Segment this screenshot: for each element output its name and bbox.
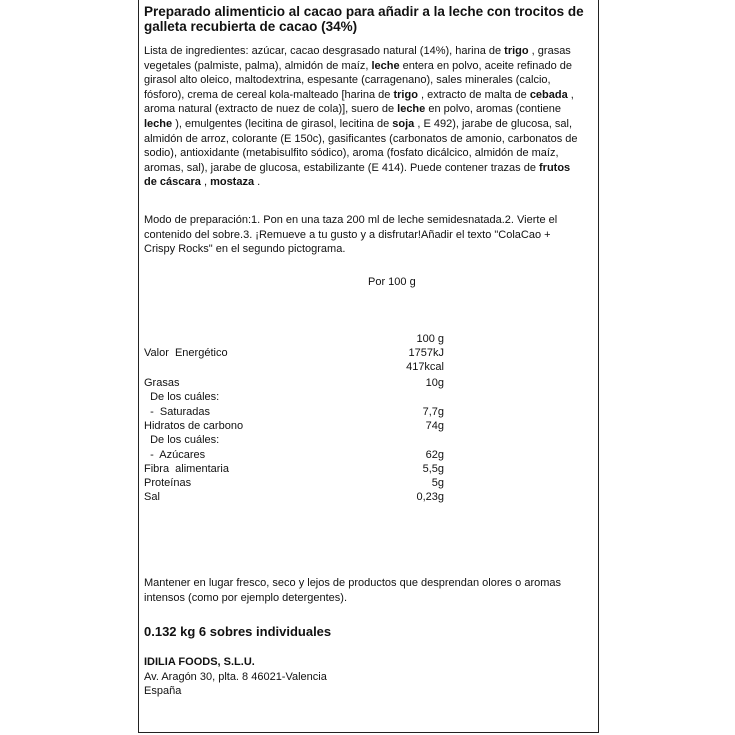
nutrition-row <box>144 390 444 404</box>
nutrition-row <box>144 360 444 374</box>
nutrient-label: - Saturadas <box>144 406 211 418</box>
allergen-text: leche <box>397 103 426 116</box>
allergen-text: frutos de cáscara <box>144 161 571 189</box>
preparation-instructions: Modo de preparación:1. Pon en una taza 200 ml de leche semidesnatada.2. Vierte el contenido del sobre.3. ¡Remueve a tu gusto y a disfrutar!Añadir el texto "ColaCao + Crispy Rocks" en el segundo pictograma. <box>144 214 558 256</box>
nutrient-label: Proteínas <box>144 477 192 489</box>
allergen-text: cebada <box>529 88 568 101</box>
nutrition-row <box>144 476 444 490</box>
nutrition-row <box>144 376 444 390</box>
nutrient-value: 0,23g <box>416 491 444 503</box>
nutrient-value: 62g <box>425 449 444 461</box>
ingredient-text: , aroma natural (extracto de nuez de cola)], suero de <box>144 88 574 116</box>
ingredient-text: entera en polvo, aceite refinado de girasol alto oleico, maltodextrina, espesante (carragenano), sales minerales (calcio, fósforo), crema de cereal kola-malteado [harina de <box>144 59 573 101</box>
nutrition-row <box>144 419 444 433</box>
nutrition-row <box>144 405 444 419</box>
ingredient-text: en polvo, aromas (contiene <box>425 103 562 116</box>
allergen-text: leche <box>371 59 400 72</box>
net-quantity: 0.132 kg 6 sobres individuales <box>144 624 332 639</box>
nutrition-row <box>144 490 444 504</box>
ingredient-text: . <box>254 176 261 189</box>
per-100g-header: Por 100 g <box>368 276 416 288</box>
allergen-text: trigo <box>504 45 529 57</box>
nutrient-label: De los cuáles: <box>144 391 220 403</box>
nutrient-label: Sal <box>144 491 160 503</box>
nutrient-label: De los cuáles: <box>144 434 220 446</box>
company-country: España <box>144 685 182 698</box>
ingredients-list <box>144 44 584 190</box>
company-info <box>144 655 584 699</box>
nutrient-label: Grasas <box>144 377 180 389</box>
nutrition-row <box>144 346 444 360</box>
ingredient-text: , E 492), jarabe de glucosa, sal, almidón de arroz, colorante (E 150c), gasificantes (carbonatos de amonio, carbonatos de sodio), antioxidante (metabisulfito sódico), aroma (fosfato dicálcico, almidón de maíz, aromas, sal), jarabe de glucosa, estabilizante (E 414). Puede contener trazas de <box>144 117 578 174</box>
nutrient-value: 1757kJ <box>408 347 444 359</box>
company-address: Av. Aragón 30, plta. 8 46021-Valencia <box>144 670 327 683</box>
nutrient-label: Valor Energético <box>144 347 228 359</box>
nutrient-label: - Azúcares <box>144 449 206 461</box>
nutrition-row <box>144 332 444 346</box>
allergen-text: soja <box>392 117 415 130</box>
nutrient-label: Fibra alimentaria <box>144 463 229 475</box>
nutrient-label: Hidratos de carbono <box>144 420 244 432</box>
allergen-text: leche <box>144 117 173 130</box>
nutrient-value: 417kcal <box>406 361 444 373</box>
nutrient-value: 100 g <box>416 333 444 345</box>
nutrition-row <box>144 433 444 447</box>
allergen-text: trigo <box>393 88 418 101</box>
nutrient-value: 7,7g <box>422 406 444 418</box>
ingredient-text: , grasas vegetales (palmiste, palma), almidón de maíz, <box>144 45 571 72</box>
ingredient-text: ), emulgentes (lecitina de girasol, lecitina de <box>172 117 393 130</box>
storage-instructions: Mantener en lugar fresco, seco y lejos de productos que desprendan olores o aromas intensos (como por ejemplo detergentes). <box>144 577 562 604</box>
allergen-text: mostaza <box>210 176 255 189</box>
nutrition-row <box>144 448 444 462</box>
product-title: Preparado alimenticio al cacao para añadir a la leche con trocitos de galleta recubierta de cacao (34%) <box>144 4 584 34</box>
company-name: IDILIA FOODS, S.L.U. <box>144 656 255 668</box>
nutrient-value: 74g <box>425 420 444 432</box>
nutrient-value: 5,5g <box>422 463 444 475</box>
nutrient-value: 5g <box>431 477 444 489</box>
ingredient-text: , <box>200 176 211 189</box>
ingredient-text: Lista de ingredientes: azúcar, cacao desgrasado natural (14%), harina de <box>144 45 505 57</box>
nutrient-value: 10g <box>425 377 444 389</box>
nutrition-row <box>144 462 444 476</box>
ingredient-text: , extracto de malta de <box>417 88 530 101</box>
